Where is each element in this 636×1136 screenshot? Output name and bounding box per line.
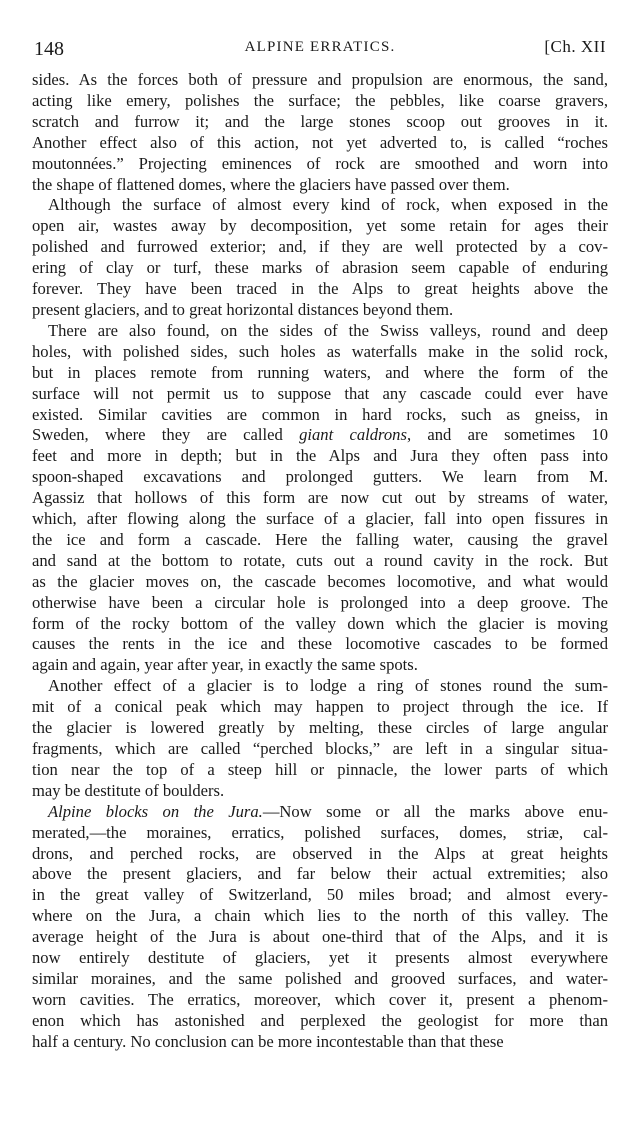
text-line: Agassiz that hollows of this form are now cut out by streams of water,	[32, 488, 608, 508]
text-line: half a century. No conclusion can be more incontestable than that these	[32, 1031, 504, 1051]
page-header	[32, 30, 608, 66]
text-line: scratch and furrow it; and the large stones scoop out grooves in it.	[32, 111, 608, 131]
text-line: moutonnées.” Projecting eminences of rock are smoothed and worn into	[32, 153, 608, 173]
text-line: again and again, year after year, in exactly the same spots.	[32, 655, 418, 675]
text-line: enon which has astonished and perplexed the geologist for more than	[32, 1010, 608, 1030]
paragraph	[32, 802, 608, 1053]
paragraph	[32, 195, 608, 320]
text-line: otherwise have been a circular hole is prolonged into a deep groove. The	[32, 592, 608, 612]
text-line: but in places remote from running waters, and where the form of the	[32, 362, 608, 382]
text-line: Alpine blocks on the Jura.—Now some or all the marks above enu-	[48, 801, 608, 821]
paragraph	[32, 321, 608, 676]
text-line: above the present glaciers, and far below their actual extremities; also	[32, 864, 608, 884]
text-line: the ice and form a cascade. Here the falling water, causing the gravel	[32, 529, 608, 549]
text-line: fragments, which are called “perched blocks,” are left in a singular situa-	[32, 739, 608, 758]
text-line: Another effect of a glacier is to lodge a ring of stones round the sum-	[48, 676, 608, 696]
text-line: the glacier is lowered greatly by melting, these circles of large angular	[32, 718, 608, 738]
paragraph	[32, 676, 608, 801]
text-line: Another effect also of this action, not yet adverted to, is called “roches	[32, 132, 608, 152]
paragraph	[32, 70, 608, 195]
text-line: tion near the top of a steep hill or pinnacle, the lower parts of which	[32, 759, 608, 779]
text-line: open air, wastes away by decomposition, yet some retain for ages their	[32, 216, 608, 236]
chapter-label: [Ch. XII	[544, 37, 606, 56]
text-line: as the glacier moves on, the cascade becomes locomotive, and what would	[32, 571, 608, 591]
text-line: ering of clay or turf, these marks of abrasion seem capable of enduring	[32, 258, 608, 278]
text-line: in the great valley of Switzerland, 50 miles broad; and almost every-	[32, 885, 608, 905]
text-line: now entirely destitute of glaciers, yet it presents almost everywhere	[32, 948, 608, 968]
text-line: sides. As the forces both of pressure and propulsion are enormous, the sand,	[32, 70, 608, 89]
text-line: worn cavities. The erratics, moreover, which cover it, present a phenom-	[32, 989, 608, 1009]
text-line: which, after flowing along the surface of a glacier, fall into open fissures in	[32, 509, 608, 529]
text-line: the shape of flattened domes, where the glaciers have passed over them.	[32, 174, 510, 194]
text-line: Sweden, where they are called giant caldrons, and are sometimes 10	[32, 425, 608, 445]
running-title: ALPINE ERRATICS.	[244, 39, 396, 55]
text-line: present glaciers, and to great horizontal distances beyond them.	[32, 299, 454, 319]
text-line: acting like emery, polishes the surface; the pebbles, like coarse gravers,	[32, 90, 608, 110]
text-line: drons, and perched rocks, are observed in the Alps at great heights	[32, 843, 608, 863]
text-line: where on the Jura, a chain which lies to the north of this valley. The	[32, 906, 608, 926]
text-line: There are also found, on the sides of the Swiss valleys, round and deep	[48, 320, 608, 340]
text-line: holes, with polished sides, such holes as waterfalls make in the solid rock,	[32, 341, 608, 361]
body-text	[32, 70, 608, 1053]
text-line: existed. Similar cavities are common in hard rocks, such as gneiss, in	[32, 404, 608, 424]
text-line: and sand at the bottom to rotate, cuts out a round cavity in the rock. But	[32, 550, 608, 570]
text-line: Although the surface of almost every kind of rock, when exposed in the	[48, 195, 608, 215]
text-line: average height of the Jura is about one-third that of the Alps, and it is	[32, 927, 608, 947]
text-line: mit of a conical peak which may happen to project through the ice. If	[32, 697, 608, 717]
text-line: surface will not permit us to suppose that any cascade could ever have	[32, 383, 608, 403]
text-line: may be destitute of boulders.	[32, 780, 225, 800]
text-line: spoon-shaped excavations and prolonged gutters. We learn from M.	[32, 467, 608, 487]
text-line: merated,—the moraines, erratics, polished surfaces, domes, striæ, cal-	[32, 822, 608, 842]
text-line: forever. They have been traced in the Alps to great heights above the	[32, 279, 608, 299]
text-line: feet and more in depth; but in the Alps and Jura they often pass into	[32, 446, 608, 466]
text-line: form of the rocky bottom of the valley down which the glacier is moving	[32, 613, 608, 633]
text-line: causes the rents in the ice and these locomotive cascades to be formed	[32, 634, 608, 654]
text-line: similar moraines, and the same polished and grooved surfaces, and water-	[32, 968, 608, 988]
text-line: polished and furrowed exterior; and, if they are well protected by a cov-	[32, 237, 608, 257]
page-number: 148	[34, 38, 64, 60]
